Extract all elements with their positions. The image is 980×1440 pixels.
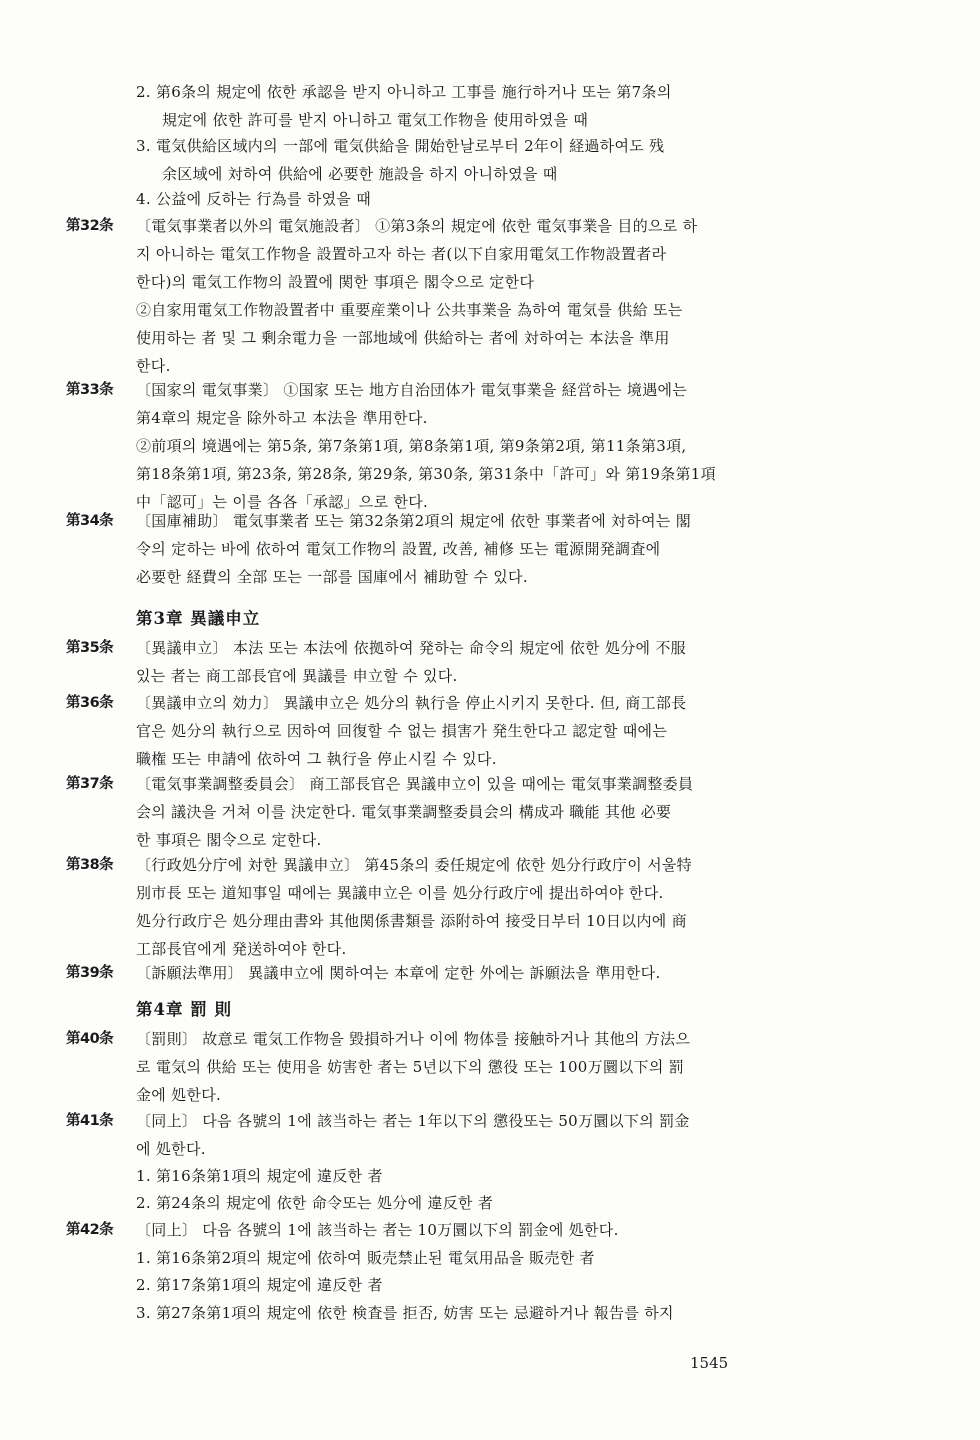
article xyxy=(0,1216,980,1244)
page-number: 1545 xyxy=(690,1354,729,1372)
chapter-title: 第4章 罰 則 xyxy=(136,1000,232,1019)
article-line xyxy=(0,404,980,432)
article-line xyxy=(0,212,980,240)
article xyxy=(0,376,980,516)
article-line xyxy=(0,324,980,352)
chapter-title: 第3章 異議申立 xyxy=(136,609,261,628)
list-item xyxy=(0,1299,980,1327)
article-line xyxy=(0,907,980,935)
chapter-heading xyxy=(0,993,980,1027)
article-text: 한다. xyxy=(136,357,171,375)
article-text: ②前項의 境遇에는 第5条, 第7条第1項, 第8条第1項, 第9条第2項, 第11条第3項, xyxy=(136,437,687,455)
list-item-line: 規定에 依한 許可를 받지 아니하고 電気工作物을 使用하였을 때 xyxy=(162,111,589,129)
list-item-line: 3. 電気供給区域内의 一部에 電気供給을 開始한날로부터 2年이 経過하여도 残 xyxy=(136,137,665,155)
article-number: 第37条 xyxy=(66,776,114,792)
article-line xyxy=(0,717,980,745)
article-line xyxy=(0,1216,980,1244)
article-text: 한다)의 電気工作物의 設置에 関한 事項은 閣令으로 定한다 xyxy=(136,273,535,291)
article xyxy=(0,851,980,963)
article-number: 第35条 xyxy=(66,640,114,656)
article-text: 〔電気事業者以外의 電気施設者〕 ①第3条의 規定에 依한 電気事業을 目的으로 하 xyxy=(136,217,698,235)
article-line xyxy=(0,296,980,324)
list-item-line: 余区域에 対하여 供給에 必要한 施設을 하지 아니하였을 때 xyxy=(162,165,558,183)
article-number: 第42条 xyxy=(66,1222,114,1238)
article-text: 〔同上〕 다음 各號의 1에 該当하는 者는 10万圜以下의 罰金에 処한다. xyxy=(136,1221,619,1239)
list-item-line: 4. 公益에 反하는 行為를 하였을 때 xyxy=(136,190,372,208)
list-item-line: 2. 第24条의 規定에 依한 命令또는 処分에 違反한 者 xyxy=(136,1194,494,1212)
article-line xyxy=(0,879,980,907)
article-number: 第32条 xyxy=(66,218,114,234)
article-number: 第34条 xyxy=(66,513,114,529)
article xyxy=(0,507,980,591)
article-text: 〔異議申立〕 本法 또는 本法에 依拠하여 発하는 命令의 規定에 依한 処分에 不服 xyxy=(136,639,686,657)
article-text: 〔異議申立의 効力〕 異議申立은 処分의 執行을 停止시키지 못한다. 但, 商工部長 xyxy=(136,694,687,712)
article-text: 使用하는 者 및 그 剰余電力을 一部地域에 供給하는 者에 対하여는 本法을 準用 xyxy=(136,329,670,347)
article-line xyxy=(0,1081,980,1109)
article-text: 第18条第1項, 第23条, 第28条, 第29条, 第30条, 第31条中「許可」와 第19条第1項 xyxy=(136,465,716,483)
article-line xyxy=(0,1025,980,1053)
article-line xyxy=(0,798,980,826)
article-number: 第39条 xyxy=(66,965,114,981)
article-line xyxy=(0,745,980,773)
article xyxy=(0,212,980,380)
list-item xyxy=(0,1162,980,1190)
article-line xyxy=(0,770,980,798)
article-text: 必要한 経費의 全部 또는 一部를 国庫에서 補助할 수 있다. xyxy=(136,568,528,586)
list-item-line: 2. 第17条第1項의 規定에 違反한 者 xyxy=(136,1276,383,1294)
article-text: 会의 議決을 거쳐 이를 決定한다. 電気事業調整委員会의 構成과 職能 其他 必要 xyxy=(136,803,672,821)
article-text: 〔国庫補助〕 電気事業者 또는 第32条第2項의 規定에 依한 事業者에 対하여는 閣 xyxy=(136,512,692,530)
list-item xyxy=(0,78,980,134)
list-item-line: 2. 第6条의 規定에 依한 承認을 받지 아니하고 工事를 施行하거나 또는 第7条의 xyxy=(136,83,672,101)
list-item xyxy=(0,1271,980,1299)
article-text: 〔電気事業調整委員会〕 商工部長官은 異議申立이 있을 때에는 電気事業調整委員 xyxy=(136,775,694,793)
article-line xyxy=(0,662,980,690)
article-text: 〔行政処分庁에 対한 異議申立〕 第45条의 委任規定에 依한 処分行政庁이 서울特 xyxy=(136,856,692,874)
article-text: 있는 者는 商工部長官에 異議를 申立할 수 있다. xyxy=(136,667,458,685)
article xyxy=(0,634,980,690)
article-text: 〔罰則〕 故意로 電気工作物을 毀損하거나 이에 物体를 接触하거나 其他의 方法으 xyxy=(136,1030,691,1048)
list-item xyxy=(0,1189,980,1217)
article-text: 에 処한다. xyxy=(136,1140,206,1158)
article-text: 職権 또는 申請에 依하여 그 執行을 停止시킬 수 있다. xyxy=(136,750,497,768)
article-text: 処分行政庁은 処分理由書와 其他関係書類를 添附하여 接受日부터 10日以内에 商 xyxy=(136,912,687,930)
article-line xyxy=(0,959,980,987)
article-line xyxy=(0,460,980,488)
article-line xyxy=(0,535,980,563)
article-text: 로 電気의 供給 또는 使用을 妨害한 者는 5년以下의 懲役 또는 100万圜以下의 罰 xyxy=(136,1058,685,1076)
article xyxy=(0,959,980,987)
article-number: 第36条 xyxy=(66,695,114,711)
chapter-heading xyxy=(0,602,980,636)
article-text: 官은 処分의 執行으로 因하여 回復할 수 없는 損害가 発生한다고 認定할 때에는 xyxy=(136,722,668,740)
article-number: 第33条 xyxy=(66,382,114,398)
article-text: 別市長 또는 道知事일 때에는 異議申立은 이를 処分行政庁에 提出하여야 한다. xyxy=(136,884,664,902)
article-text: 한 事項은 閣令으로 定한다. xyxy=(136,831,322,849)
article-line xyxy=(0,268,980,296)
article xyxy=(0,1025,980,1109)
list-item-line: 1. 第16条第1項의 規定에 違反한 者 xyxy=(136,1167,383,1185)
list-item xyxy=(0,185,980,213)
article-text: 金에 処한다. xyxy=(136,1086,222,1104)
article-text: 〔同上〕 다음 各號의 1에 該当하는 者는 1年以下의 懲役또는 50万圜以下의 罰金 xyxy=(136,1112,690,1130)
article-text: 〔訴願法準用〕 異議申立에 関하여는 本章에 定한 外에는 訴願法을 準用한다. xyxy=(136,964,661,982)
list-item-line: 1. 第16条第2項의 規定에 依하여 販売禁止된 電気用品을 販売한 者 xyxy=(136,1249,595,1267)
article-text: 第4章의 規定을 除外하고 本法을 準用한다. xyxy=(136,409,428,427)
article-line xyxy=(0,689,980,717)
article-line xyxy=(0,563,980,591)
article-line xyxy=(0,240,980,268)
article-number: 第40条 xyxy=(66,1031,114,1047)
article-text: 〔国家의 電気事業〕 ①国家 또는 地方自治団体가 電気事業을 経営하는 境遇에는 xyxy=(136,381,688,399)
article-line xyxy=(0,1135,980,1163)
article xyxy=(0,770,980,854)
article-line xyxy=(0,826,980,854)
article-line xyxy=(0,851,980,879)
article-line xyxy=(0,1053,980,1081)
article-number: 第38条 xyxy=(66,857,114,873)
article-text: 工部長官에게 発送하여야 한다. xyxy=(136,940,347,958)
article-line xyxy=(0,634,980,662)
article xyxy=(0,1107,980,1163)
article-text: 지 아니하는 電気工作物을 設置하고자 하는 者(以下自家用電気工作物設置者라 xyxy=(136,245,667,263)
article-text: 令의 定하는 바에 依하여 電気工作物의 設置, 改善, 補修 또는 電源開発調査에 xyxy=(136,540,661,558)
list-item-line: 3. 第27条第1項의 規定에 依한 検査를 拒否, 妨害 또는 忌避하거나 報告를 하지 xyxy=(136,1304,674,1322)
article-text: 中「認可」는 이를 各各「承認」으로 한다. xyxy=(136,493,429,511)
article-line xyxy=(0,376,980,404)
list-item xyxy=(0,132,980,188)
article-number: 第41条 xyxy=(66,1113,114,1129)
article-line xyxy=(0,507,980,535)
article-line xyxy=(0,432,980,460)
article xyxy=(0,689,980,773)
article-text: ②自家用電気工作物設置者中 重要産業이나 公共事業을 為하여 電気를 供給 또는 xyxy=(136,301,683,319)
list-item xyxy=(0,1244,980,1272)
article-line xyxy=(0,1107,980,1135)
